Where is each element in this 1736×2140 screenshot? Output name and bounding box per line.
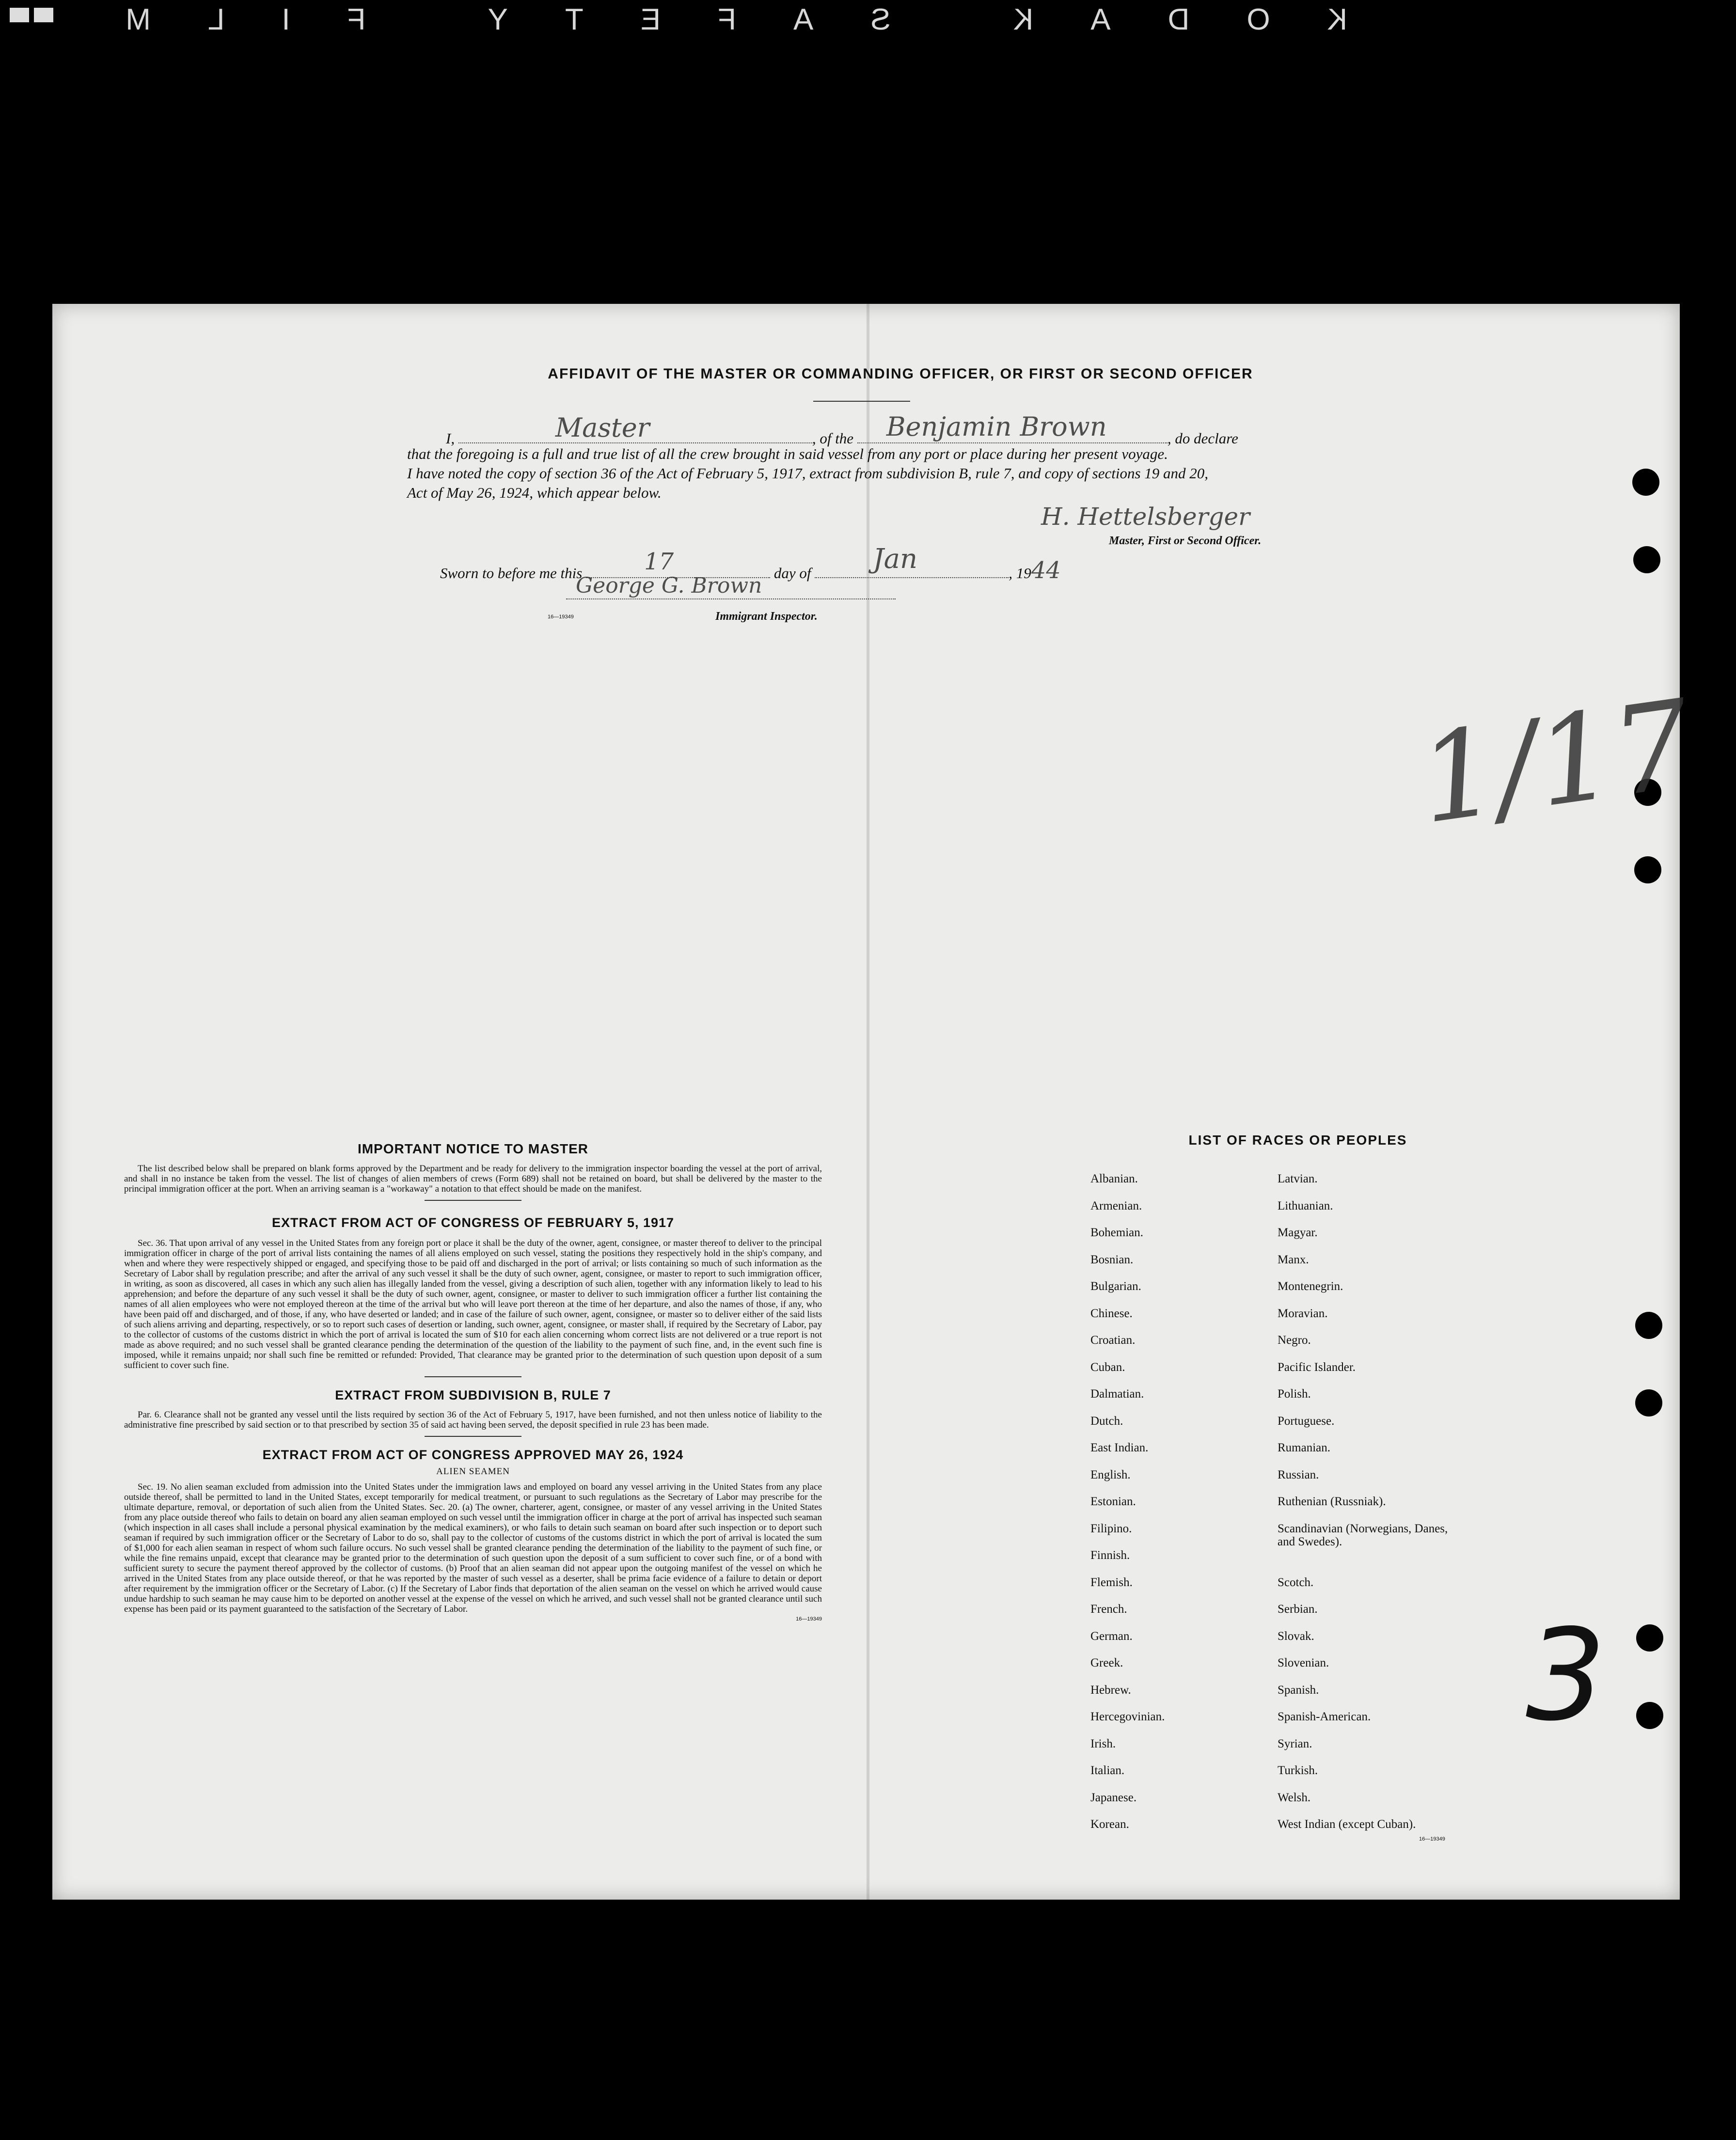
month-handwriting: Jan (873, 543, 918, 575)
races-title: LIST OF RACES OR PEOPLES (1188, 1133, 1407, 1148)
film-edge-text: KODAK SAFETY FILM (68, 3, 1347, 36)
race-item: Pacific Islander. (1278, 1360, 1356, 1374)
punch-hole (1633, 546, 1660, 573)
notice-title: IMPORTANT NOTICE TO MASTER (357, 1141, 589, 1156)
races-form-number: 16—19349 (1419, 1836, 1445, 1842)
document-page (52, 304, 1700, 1900)
race-item: West Indian (except Cuban). (1278, 1818, 1416, 1831)
affidavit-line4: Act of May 26, 1924, which appear below. (407, 484, 662, 501)
inspector-caption: Immigrant Inspector. (715, 610, 818, 623)
race-item: Hercegovinian. (1090, 1710, 1165, 1723)
race-item: Dalmatian. (1090, 1387, 1144, 1400)
extract-1924-title: EXTRACT FROM ACT OF CONGRESS APPROVED MAY 26, 1924 (262, 1448, 684, 1462)
of-the-label: , of the (812, 430, 854, 447)
race-item: Moravian. (1278, 1306, 1328, 1320)
punch-hole (1632, 469, 1659, 496)
race-item: Irish. (1090, 1737, 1116, 1750)
race-item: Manx. (1278, 1253, 1309, 1266)
extract-1917-title: EXTRACT FROM ACT OF CONGRESS OF FEBRUARY 5, 1917 (271, 1215, 675, 1230)
section-rule (425, 1376, 521, 1377)
race-item: English. (1090, 1468, 1131, 1481)
race-item: Scandinavian (Norwegians, Danes, and Swedes). (1278, 1522, 1448, 1548)
sworn-line (440, 543, 1167, 584)
race-item: Armenian. (1090, 1199, 1142, 1212)
page-fold (867, 304, 869, 1900)
punch-hole (1636, 1624, 1663, 1652)
race-item: Serbian. (1278, 1603, 1318, 1616)
race-item: Slovenian. (1278, 1656, 1329, 1669)
race-item: Japanese. (1090, 1791, 1137, 1804)
race-item: Slovak. (1278, 1629, 1314, 1643)
race-item: Hebrew. (1090, 1683, 1131, 1697)
punch-hole (1634, 856, 1661, 883)
affidavit-line2: that the foregoing is a full and true list of all the crew brought in said vessel from any port or place during her present voyage. (407, 445, 1168, 462)
month-field (815, 543, 1009, 578)
vessel-field (857, 411, 1168, 443)
subdivision-b-text: Par. 6. Clearance shall not be granted any vessel until the lists required by section 36 of the Act of February 5, 1917, have been furnished, and not then unless notice of liability to the administrative fine prescribed by said section or to that prescribed by section 35 of said act having been served, the deposit specified in rule 23 has been made. (124, 1410, 822, 1430)
race-item: French. (1090, 1603, 1127, 1616)
race-item: Scotch. (1278, 1575, 1314, 1589)
punch-hole (1636, 1702, 1663, 1729)
race-item: Lithuanian. (1278, 1199, 1333, 1212)
page-number-annotation: 3 (1526, 1603, 1606, 1749)
race-item: Finnish. (1090, 1549, 1130, 1562)
punch-hole (1635, 1312, 1662, 1339)
affidavit-line3: I have noted the copy of section 36 of the Act of February 5, 1917, extract from subdivision B, rule 7, and copy of sections 19 and 20, (407, 465, 1209, 482)
race-item: East Indian. (1090, 1441, 1149, 1454)
affidavit-title: AFFIDAVIT OF THE MASTER OR COMMANDING OFFICER, OR FIRST OR SECOND OFFICER (548, 366, 1253, 382)
race-item: Korean. (1090, 1818, 1129, 1831)
race-item: Syrian. (1278, 1737, 1312, 1750)
races-left-column (1090, 1172, 1284, 1851)
race-item: Greek. (1090, 1656, 1123, 1669)
races-right-column (1278, 1172, 1549, 1851)
race-item: Cuban. (1090, 1360, 1125, 1374)
notices-column (124, 1141, 822, 1622)
race-item: Turkish. (1278, 1764, 1318, 1777)
year-prefix: , 19 (1009, 565, 1031, 582)
notice-text: The list described below shall be prepared on blank forms approved by the Department and be ready for delivery to the immigration inspector boarding the vessel at the port of arrival, and shall in no instance be taken from the vessel. The list of changes of alien members of crews (Form 689) shall not be retained on board, but shall be delivered by the master to the principal immigration officer at the port. When an arriving seaman is a "workaway" a notation to that effect should be made on the manifest. (124, 1164, 822, 1194)
race-item: Bohemian. (1090, 1226, 1144, 1239)
race-item: Portuguese. (1278, 1414, 1335, 1428)
vessel-handwriting: Benjamin Brown (886, 411, 1107, 442)
race-item: Croatian. (1090, 1334, 1136, 1347)
race-item: Ruthenian (Russniak). (1278, 1495, 1386, 1508)
race-item: Russian. (1278, 1468, 1319, 1481)
master-field (458, 412, 812, 443)
affidavit-form-number: 16—19349 (548, 614, 574, 620)
race-item: Bosnian. (1090, 1253, 1134, 1266)
section-rule (425, 1200, 521, 1201)
master-handwriting: Master (555, 412, 650, 443)
extract-1924-text: Sec. 19. No alien seaman excluded from admission into the United States under the immigration laws and employed on board any vessel arriving in the United States from any place outside thereof, shall be permitted to land in the United States, except temporarily for medical treatment, or pursuant to such regulations as the Secretary of Labor may prescribe for the ultimate departure, removal, or deportation of such alien from the United States. Sec. 20. (a) The owner, charterer, agent, consignee, or master of any vessel arriving in the United States from any place outside thereof who fails to detain on board any alien seaman employed on such vessel until the immigration officer in charge at the port of arrival has inspected such seaman (which inspection in all cases shall include a personal physical examination by the medical examiners), or who fails to detain such seaman on board after such inspection or to deport such seaman if required by such immigration officer or the Secretary of Labor to do so, shall pay to the collector of customs of the customs district in which the port of arrival is located the sum of $1,000 for each alien seaman in respect of whom such failure occurs. No such vessel shall be granted clearance pending the determination of the liability to the payment of such fine, or while the fine remains unpaid, except that clearance may be granted prior to the determination of such question upon the deposit of a sum sufficient to cover such fine, or of a bond with sufficient surety to secure the payment thereof approved by the collector of customs. (b) Proof that an alien seaman did not appear upon the outgoing manifest of the vessel on which he arrived in the United States from any place outside thereof, or that he was reported by the master of such vessel as a deserter, shall be prima facie evidence of a failure to detain or deport after requirement by the immigration officer or the Secretary of Labor. (c) If the Secretary of Labor finds that deportation of the alien seaman on the vessel on which he arrived would cause undue hardship to such seaman he may cause him to be deported on another vessel at the expense of the vessel on which he arrived, and such vessel shall not be granted clearance until such expense has been paid or its payment guaranteed to the satisfaction of the Secretary of Labor. (124, 1482, 822, 1614)
year-handwriting: 44 (1031, 557, 1061, 584)
day-handwriting: 17 (644, 548, 674, 575)
inspector-signature: George G. Brown (576, 573, 762, 598)
alien-seamen-subtitle: ALIEN SEAMEN (436, 1466, 510, 1477)
fraction-annotation: 1/17 (1410, 673, 1700, 851)
day-of-label: day of (773, 565, 811, 582)
race-item: Dutch. (1090, 1414, 1123, 1428)
race-item: German. (1090, 1629, 1133, 1643)
race-item: Estonian. (1090, 1495, 1136, 1508)
film-perforation (34, 8, 53, 22)
master-signature: H. Hettelsberger (1041, 503, 1250, 531)
race-item: Negro. (1278, 1334, 1311, 1347)
race-item: Bulgarian. (1090, 1280, 1141, 1293)
race-item: Spanish. (1278, 1683, 1319, 1697)
do-declare-label: , do declare (1167, 430, 1238, 447)
race-item: Montenegrin. (1278, 1280, 1343, 1293)
film-perforation (10, 8, 29, 22)
section-rule (425, 1436, 521, 1437)
i-label: I, (446, 430, 455, 447)
film-edge (0, 0, 1736, 39)
signature-caption: Master, First or Second Officer. (1109, 535, 1262, 547)
race-item: Welsh. (1278, 1791, 1311, 1804)
subdivision-b-title: EXTRACT FROM SUBDIVISION B, RULE 7 (335, 1388, 611, 1402)
race-item: Chinese. (1090, 1306, 1133, 1320)
race-item: Albanian. (1090, 1172, 1138, 1185)
extract-form-number: 16—19349 (796, 1616, 822, 1622)
race-item: Polish. (1278, 1387, 1311, 1400)
race-item: Italian. (1090, 1764, 1125, 1777)
punch-hole (1635, 1389, 1662, 1416)
sworn-label: Sworn to before me this (440, 565, 583, 582)
race-item: Magyar. (1278, 1226, 1318, 1239)
race-item: Latvian. (1278, 1172, 1318, 1185)
race-item: Filipino. (1090, 1522, 1132, 1535)
race-item: Flemish. (1090, 1575, 1133, 1589)
race-item: Spanish-American. (1278, 1710, 1371, 1723)
extract-1917-text: Sec. 36. That upon arrival of any vessel in the United States from any foreign port or place it shall be the duty of the owner, agent, consignee, or master thereof to deliver to the principal immigration officer in charge of the port of arrival lists containing the names of all aliens employed on such vessel, stating the positions they respectively hold in the ship's company, and when and where they were respectively shipped or engaged, and specifying those to be paid off and discharged in the port of arrival; or lists containing so much of such information as the Secretary of Labor shall by regulation prescribe; and after the arrival of any such vessel it shall be the duty of such owner, agent, consignee, or master to report to such immigration officer, in writing, as soon as discovered, all cases in which any such alien has illegally landed from the vessel, giving a description of such alien, together with any information likely to lead to his apprehension; and before the departure of any such vessel it shall be the duty of such owner, agent, consignee, or master to deliver to such immigration officer a further list containing the names of all alien employees who were not employed thereon at the time of the arrival but who will leave port thereon at the time of her departure, and also the names of those, if any, who have been paid off and discharged, and of those, if any, who have deserted or landed; and in case of the failure of such owner, agent, consignee, or master so to deliver either of the said lists of such aliens arriving and departing, respectively, or so to report such cases of desertion or landing, such owner, agent, consignee, or master shall, if required by the Secretary of Labor, pay to the collector of customs of the customs district in which the port of arrival is located the sum of $10 for each alien concerning whom correct lists are not delivered or a true report is not made as above required; and no such vessel shall be granted clearance pending the determination of the question of the liability to the payment of such fine, and, in the event such fine is imposed, while it remains unpaid; nor shall such fine be remitted or refunded: Provided, That clearance may be granted prior to the determination of such question upon deposit of a sum sufficient to cover such fine. (124, 1238, 822, 1370)
title-rule (813, 401, 910, 402)
race-item: Rumanian. (1278, 1441, 1331, 1454)
affidavit-line1 (446, 411, 1415, 447)
